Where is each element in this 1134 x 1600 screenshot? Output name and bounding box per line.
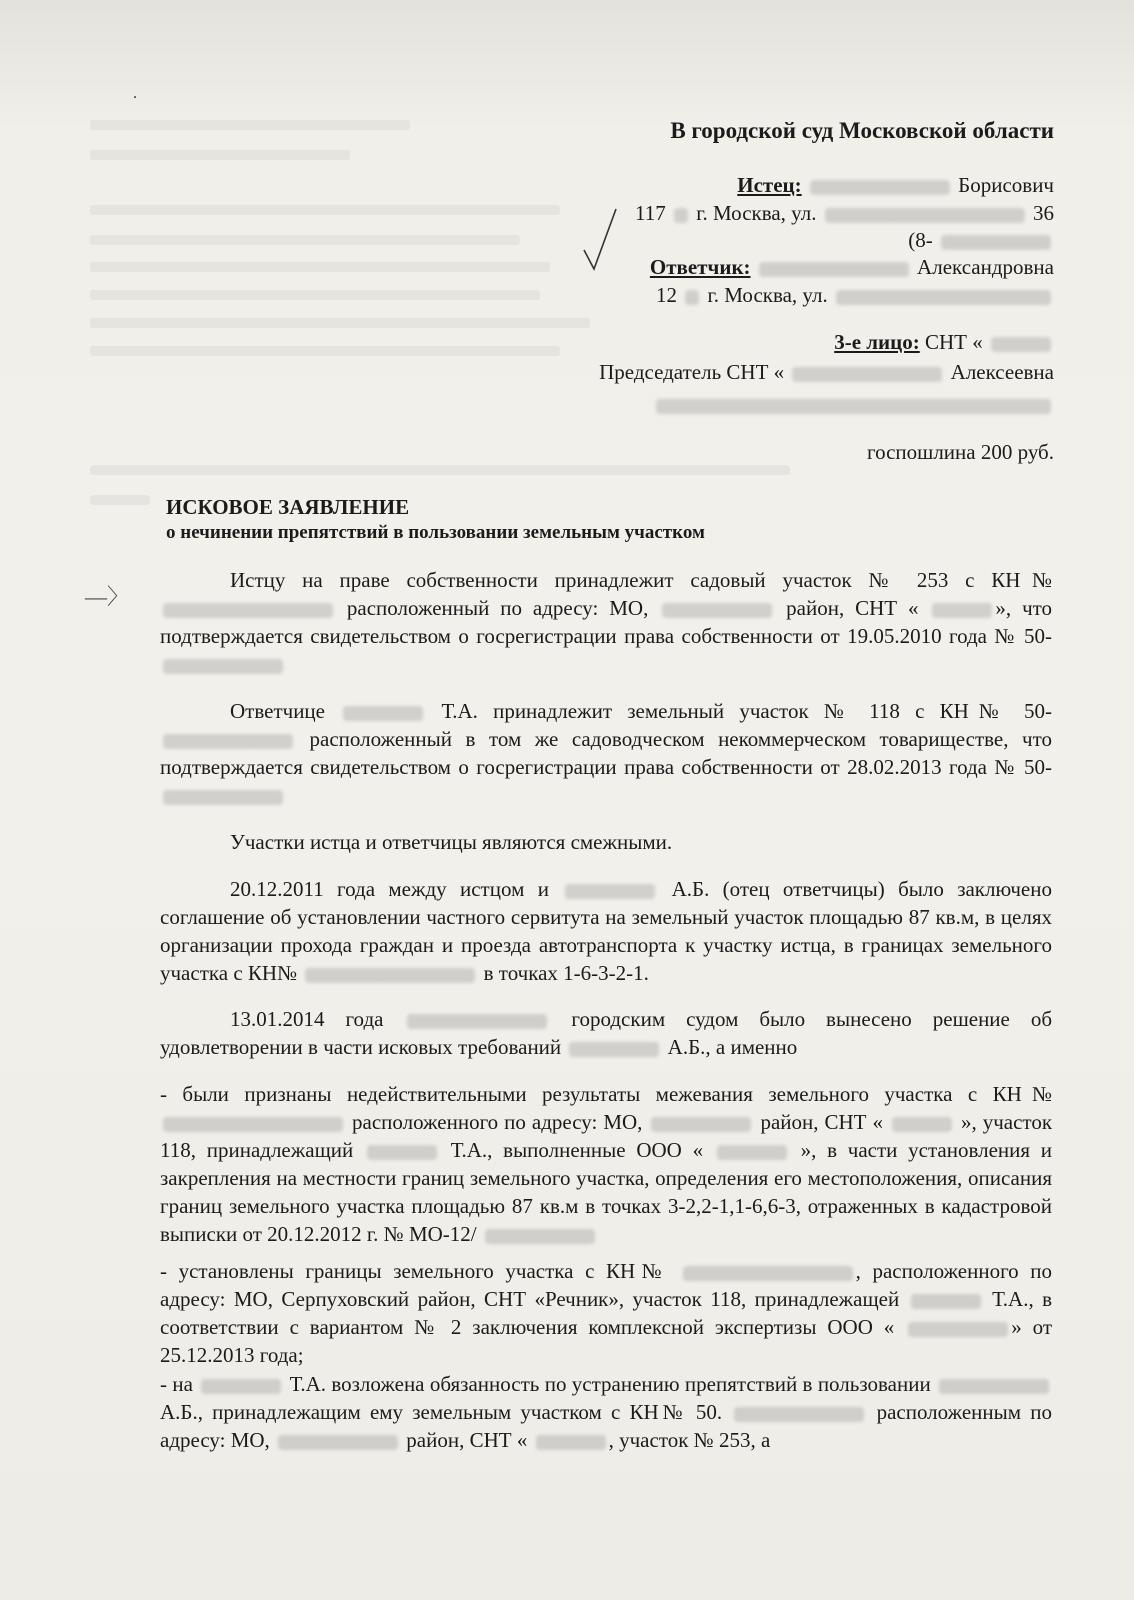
respondent-name: Александровна xyxy=(917,255,1054,279)
plaintiff-address-line xyxy=(635,201,1054,226)
document-title: ИСКОВОЕ ЗАЯВЛЕНИЕ xyxy=(166,495,410,519)
redacted-text xyxy=(932,603,992,618)
respondent-label: Ответчик: xyxy=(649,255,751,279)
paragraph-text: , участок № 253, а xyxy=(608,1428,771,1452)
paragraph-text: , расположенного по адресу: МО, Серпуховский район, СНТ «Речник», участок 118, принадлежащей xyxy=(160,1259,1053,1311)
redacted-text xyxy=(810,180,950,195)
redacted-text xyxy=(908,1322,1008,1337)
paragraph-text: расположенным по адресу: МО, xyxy=(160,1400,1052,1452)
redacted-text xyxy=(651,1117,751,1132)
paragraph-text: А.Б., принадлежащим ему земельным участком с КН№ 50. xyxy=(160,1400,723,1424)
bleed-through-line xyxy=(90,346,560,356)
plaintiff-phone-line xyxy=(908,228,1054,253)
arrow-mark: —〉 xyxy=(85,584,130,609)
paragraph-text: район, СНТ « xyxy=(786,596,919,620)
bleed-through-line xyxy=(90,465,790,475)
paragraph-text: Т.А., в соответствии с вариантом № 2 заключения комплексной экспертизы ООО « xyxy=(160,1287,1053,1339)
paragraph-text: в точках 1-6-3-2-1. xyxy=(483,961,649,985)
paragraph-text: городским судом было вынесено решение об удовлетворении в части исковых требований xyxy=(160,1007,1053,1059)
redacted-text xyxy=(407,1014,547,1029)
redacted-text xyxy=(759,262,909,277)
paragraph-text: », xyxy=(995,596,1012,620)
checkmark-icon xyxy=(580,205,620,275)
redacted-text xyxy=(485,1229,595,1244)
paragraph-text: Участки истца и ответчицы являются смежными. xyxy=(230,830,673,854)
redacted-text xyxy=(201,1379,281,1394)
redacted-text xyxy=(825,208,1025,223)
bleed-through-line xyxy=(90,318,590,328)
court-name: В городской суд Московской области xyxy=(670,118,1054,143)
plaintiff-phone: (8- xyxy=(908,228,933,252)
redacted-text xyxy=(717,1145,787,1160)
paragraph-obligation xyxy=(160,1370,1052,1454)
redacted-text xyxy=(991,337,1051,352)
paragraph-survey-invalid xyxy=(160,1080,1052,1248)
paragraph-boundaries-set xyxy=(160,1257,1052,1369)
bleed-through-line xyxy=(90,205,560,215)
chairman-name: Алексеевна xyxy=(950,360,1054,384)
redacted-text xyxy=(683,1266,853,1281)
paragraph-ownership xyxy=(160,566,1052,678)
document-subtitle: о нечинении препятствий в пользовании земельным участком xyxy=(166,522,705,543)
third-party-name: СНТ « xyxy=(925,330,983,354)
respondent-address-prefix: 12 xyxy=(656,283,678,307)
redacted-text xyxy=(569,1042,659,1057)
paragraph-text: 13.01.2014 года xyxy=(230,1007,384,1031)
paragraph-court-decision xyxy=(160,1005,1052,1061)
respondent-address: г. Москва, ул. xyxy=(707,283,828,307)
redacted-text xyxy=(685,290,699,305)
plaintiff-address-suffix: 36 xyxy=(1033,201,1054,225)
respondent-address-line xyxy=(656,283,1054,308)
paragraph-text: », участок 118, принадлежащий xyxy=(160,1110,1053,1162)
bleed-through-line xyxy=(90,120,410,130)
bleed-through-line xyxy=(90,290,540,300)
paragraph-text: район, СНТ « xyxy=(406,1428,528,1452)
paragraph-text: расположенного по адресу: МО, xyxy=(352,1110,643,1134)
redacted-text xyxy=(305,968,475,983)
redacted-text xyxy=(836,290,1051,305)
redacted-text xyxy=(565,884,655,899)
redacted-text xyxy=(278,1435,398,1450)
third-party-label: 3-е лицо: xyxy=(834,330,920,354)
redacted-text xyxy=(163,659,283,674)
redacted-text xyxy=(734,1407,864,1422)
respondent-line xyxy=(650,255,1054,280)
paragraph-text: » от 25.12.2013 года; xyxy=(160,1315,1053,1367)
plaintiff-line xyxy=(737,173,1054,198)
paragraph-text: - установлены границы земельного участка с КН№ xyxy=(160,1259,668,1283)
plaintiff-address-prefix: 117 xyxy=(635,201,666,225)
redacted-text xyxy=(343,706,423,721)
redacted-text xyxy=(163,603,333,618)
redacted-text xyxy=(163,790,283,805)
redacted-text xyxy=(367,1145,437,1160)
paragraph-text: Т.А. принадлежит земельный участок № 118 с КН№ xyxy=(441,699,1009,723)
paragraph-text: - на xyxy=(160,1372,193,1396)
chairman-address-line xyxy=(653,392,1054,417)
redacted-text xyxy=(892,1117,952,1132)
paragraph-text: », в части установления и закрепления на местности границ земельного участка, определения его местоположения, описания границ земельного участка площадью 87 кв.м в точках 3-2,2-1,1-6,6-3, отраженных в кадастровой выписки от 20.12.2012 г. № МО-12/ xyxy=(160,1138,1053,1246)
plaintiff-name: Борисович xyxy=(958,173,1054,197)
plaintiff-address: г. Москва, ул. xyxy=(696,201,817,225)
paragraph-text: расположенный в том же садоводческом некоммерческом товариществе, что подтверждается свидетельством о госрегистрации права собственности от 28.02.2013 года № 50- xyxy=(160,727,1052,779)
redacted-text xyxy=(941,235,1051,250)
plaintiff-label: Истец: xyxy=(737,173,802,197)
paragraph-respondent-plot xyxy=(160,697,1052,809)
paragraph-text: Т.А., выполненные ООО « xyxy=(450,1138,704,1162)
bleed-through-line xyxy=(90,150,350,160)
paragraph-text: Ответчице xyxy=(230,699,325,723)
third-party-line xyxy=(834,330,1054,355)
bleed-through-line xyxy=(90,495,150,505)
paragraph-text: что подтверждается свидетельством о госрегистрации права собственности от 19.05.2010 года № 50- xyxy=(160,596,1053,648)
paragraph-text: район, СНТ « xyxy=(760,1110,883,1134)
redacted-text xyxy=(536,1435,606,1450)
paragraph-text: расположенный по адресу: МО, xyxy=(346,596,649,620)
pen-mark: ˙ xyxy=(132,92,138,112)
redacted-text xyxy=(656,399,1051,414)
paragraph-text: А.Б., а именно xyxy=(667,1035,798,1059)
redacted-text xyxy=(939,1379,1049,1394)
state-fee: госпошлина 200 руб. xyxy=(866,440,1054,464)
paragraph-text: - были признаны недействительными результаты межевания земельного участка с КН№ xyxy=(160,1082,1052,1106)
paragraph-text: 20.12.2011 года между истцом и xyxy=(230,877,549,901)
paragraph-text: А.Б. (отец ответчицы) было заключено соглашение об установлении частного сервитута на земельный участок площадью 87 кв.м, в целях организации прохода граждан и проезда автотранспорта к участку истца, в границах земельного участка с КН№ xyxy=(160,877,1052,985)
paragraph-servitude xyxy=(160,875,1052,987)
redacted-text xyxy=(662,603,772,618)
chairman-label: Председатель СНТ « xyxy=(599,360,785,384)
redacted-text xyxy=(163,734,293,749)
paragraph-text: Истцу на праве собственности принадлежит садовый участок № 253 с КН№ xyxy=(230,568,1052,592)
bleed-through-line xyxy=(90,262,550,272)
chairman-line xyxy=(599,360,1054,385)
paragraph-text: Т.А. возложена обязанность по устранению препятствий в пользовании xyxy=(289,1372,931,1396)
bleed-through-line xyxy=(90,235,520,245)
redacted-text xyxy=(911,1294,981,1309)
redacted-text xyxy=(792,367,942,382)
redacted-text xyxy=(163,1117,343,1132)
paragraph-text: 50- xyxy=(1024,699,1053,723)
paragraph-adjacent xyxy=(160,828,1052,856)
redacted-text xyxy=(674,208,688,223)
